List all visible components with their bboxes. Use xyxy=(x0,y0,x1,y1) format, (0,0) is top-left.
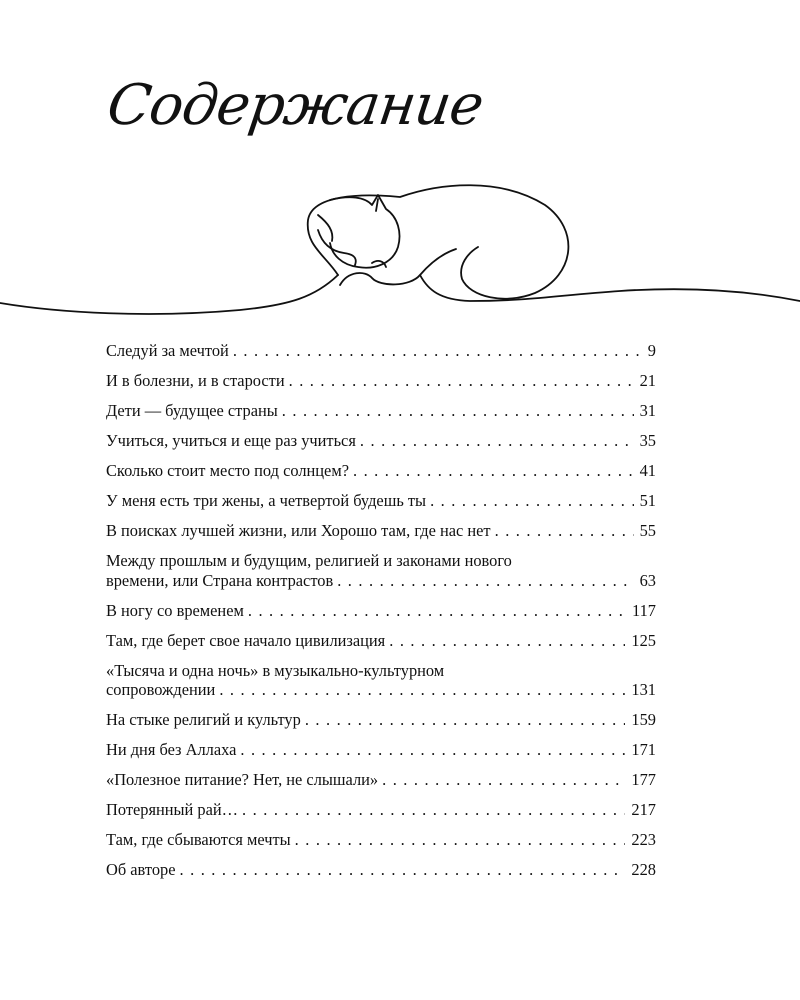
toc-item-title: В поисках лучшей жизни, или Хорошо там, где нас нет xyxy=(106,520,491,540)
dot-leader xyxy=(282,401,634,421)
toc-item-page: 171 xyxy=(631,740,656,760)
toc-item[interactable] xyxy=(106,800,656,820)
cat-head xyxy=(330,195,400,268)
toc-item-page: 63 xyxy=(639,570,656,590)
page-title: Содержание xyxy=(103,73,487,138)
dot-leader xyxy=(353,461,634,481)
toc-item-title-line: Между прошлым и будущим, религией и законами нового xyxy=(106,550,512,570)
toc-item[interactable] xyxy=(106,710,656,730)
toc-item-page: 9 xyxy=(647,341,656,360)
toc-item[interactable] xyxy=(106,860,656,880)
toc-item-title: Там, где сбываются мечты xyxy=(106,830,291,850)
toc-item-title: И в болезни, и в старости xyxy=(106,370,285,390)
toc-item-title: Учиться, учиться и еще раз учиться xyxy=(106,430,356,450)
toc-item-page: 131 xyxy=(631,680,656,700)
toc-item-title: Следуй за мечтой xyxy=(106,341,229,360)
toc-item[interactable] xyxy=(106,521,656,541)
toc-item-page: 228 xyxy=(631,860,656,880)
dot-leader xyxy=(180,860,626,880)
toc-item-title: времени, или Страна контрастов xyxy=(106,570,334,590)
dot-leader xyxy=(242,800,625,820)
toc-item[interactable] xyxy=(106,461,656,481)
toc-item-page: 217 xyxy=(631,800,656,820)
table-of-contents xyxy=(106,341,656,890)
toc-item-title: сопровождении xyxy=(106,680,216,700)
toc-item-page: 55 xyxy=(639,520,656,540)
toc-item-page: 21 xyxy=(639,370,656,390)
dot-leader xyxy=(389,631,625,651)
dot-leader xyxy=(430,491,634,511)
ground-line xyxy=(0,275,338,314)
toc-item-title: У меня есть три жены, а четвертой будешь ты xyxy=(106,490,427,510)
toc-item-page: 41 xyxy=(639,460,656,480)
toc-item[interactable] xyxy=(106,830,656,850)
toc-item-title: В ногу со временем xyxy=(106,600,244,620)
toc-item-title: Потерянный рай… xyxy=(106,800,239,820)
sleeping-cat-line-art-icon xyxy=(0,175,800,325)
cat-tail-and-ground xyxy=(420,275,800,301)
toc-item-title: Об авторе xyxy=(106,860,176,880)
toc-item[interactable] xyxy=(106,661,656,701)
toc-item[interactable] xyxy=(106,371,656,391)
toc-item-title-line: «Тысяча и одна ночь» в музыкально-культурном xyxy=(106,660,445,680)
dot-leader xyxy=(240,740,625,760)
toc-item-title: Дети — будущее страны xyxy=(106,400,278,420)
dot-leader xyxy=(382,770,625,790)
toc-item-page: 159 xyxy=(631,710,656,730)
toc-item-title: «Полезное питание? Нет, не слышали» xyxy=(106,770,379,790)
toc-item-page: 223 xyxy=(631,830,656,850)
cat-back-line xyxy=(308,185,569,298)
cat-ear-inner xyxy=(376,199,378,211)
dot-leader xyxy=(295,830,626,850)
dot-leader xyxy=(360,431,634,451)
dot-leader xyxy=(289,371,634,391)
toc-item[interactable] xyxy=(106,431,656,451)
dot-leader xyxy=(495,521,634,541)
toc-item-title: Сколько стоит место под солнцем? xyxy=(106,460,349,480)
dot-leader xyxy=(337,571,633,591)
toc-item-title: Там, где берет свое начало цивилизация xyxy=(106,630,386,650)
toc-item-title: На стыке религий и культур xyxy=(106,710,301,730)
toc-item-page: 177 xyxy=(631,770,656,790)
toc-item[interactable] xyxy=(106,631,656,651)
dot-leader xyxy=(248,601,626,621)
toc-item[interactable] xyxy=(106,740,656,760)
toc-item-page: 31 xyxy=(639,400,656,420)
toc-item[interactable] xyxy=(106,341,656,361)
toc-item-page: 125 xyxy=(631,630,656,650)
toc-item-page: 117 xyxy=(632,600,656,620)
dot-leader xyxy=(219,680,625,700)
toc-item-page: 35 xyxy=(639,430,656,450)
toc-item-title: Ни дня без Аллаха xyxy=(106,740,237,760)
dot-leader xyxy=(305,710,626,730)
toc-item[interactable] xyxy=(106,770,656,790)
cat-face-line xyxy=(318,230,356,265)
toc-item[interactable] xyxy=(106,551,656,591)
toc-item[interactable] xyxy=(106,601,656,621)
toc-item[interactable] xyxy=(106,401,656,421)
dot-leader xyxy=(233,341,642,361)
toc-item[interactable] xyxy=(106,491,656,511)
toc-item-page: 51 xyxy=(639,490,656,510)
